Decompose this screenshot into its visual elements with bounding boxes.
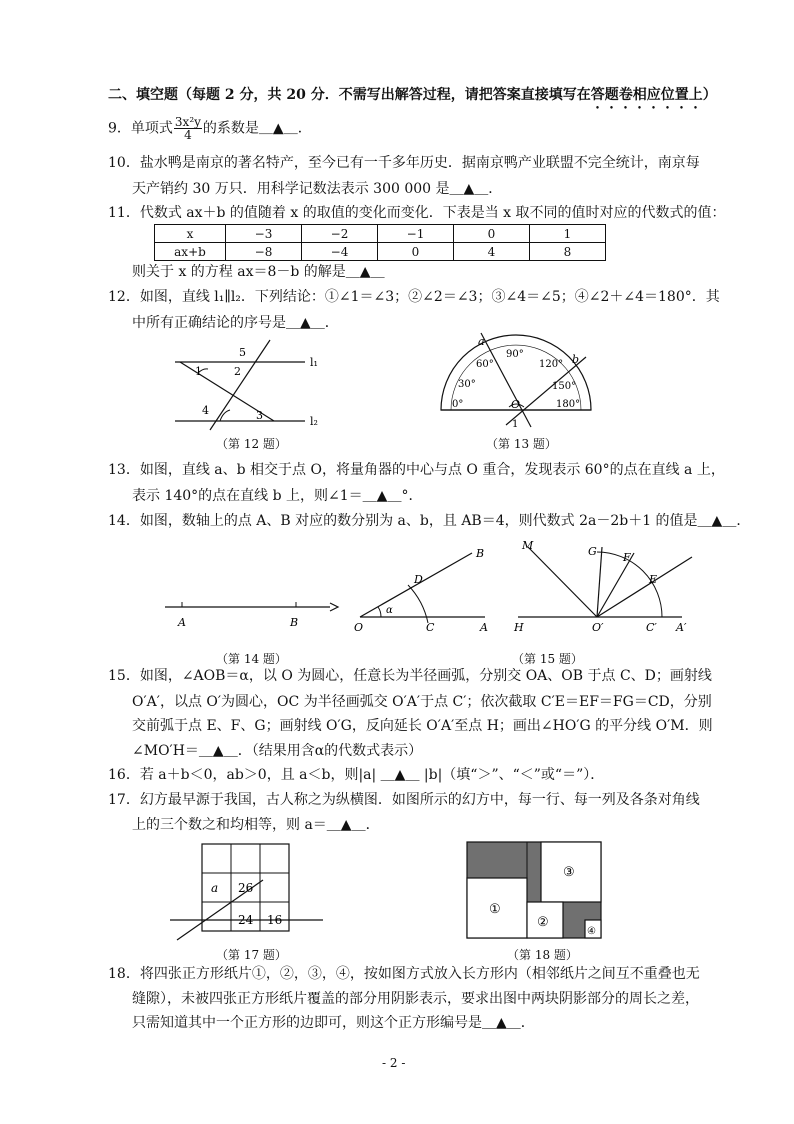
angle-label-5: 5	[239, 346, 246, 359]
question-10-line1: 10．盐水鸭是南京的著名特产，至今已有一千多年历史．据南京鸭产业联盟不完全统计，南京每	[108, 155, 700, 171]
question-14-line1: 14．如图，数轴上的点 A、B 对应的数分别为 a、b，且 AB＝4，则代数式 2a－2b＋1 的值是＿▲＿．	[108, 513, 751, 529]
question-18-line2: 缝隙），未被四张正方形纸片覆盖的部分用阴影表示，要求出图中两块阴影部分的周长之差，	[132, 991, 699, 1007]
question-11-line2: 则关于 x 的方程 ax＝8－b 的解是＿▲＿	[132, 264, 385, 280]
point-A: A	[480, 621, 488, 634]
caption-fig18: （第 18 题）	[507, 948, 578, 962]
tick-90: 90°	[506, 349, 524, 360]
figure-13	[436, 335, 596, 431]
caption-fig12: （第 12 题）	[216, 437, 287, 451]
figure-17	[165, 840, 330, 942]
question-18-line1: 18．将四张正方形纸片①，②，③，④，按如图方式放入长方形内（相邻纸片之间互不重叠也无	[108, 966, 700, 982]
point-O: O	[511, 398, 521, 411]
point-H: H	[514, 621, 524, 634]
question-12-line2: 中所有正确结论的序号是＿▲＿．	[132, 315, 339, 331]
question-17-line1: 17．幻方最早源于我国，古人称之为纵横图．如图所示的幻方中，每一行、每一列及各条对角线	[108, 792, 700, 808]
point-A: A	[178, 616, 186, 629]
angle-label-4: 4	[202, 404, 209, 417]
point-B: B	[476, 547, 485, 560]
angle-label-2: 2	[234, 365, 241, 378]
section-heading: 二、填空题（每题 2 分，共 20 分．不需写出解答过程，请把答案直接填写在答题卷相应位置上）	[108, 87, 717, 103]
point-G: G	[588, 545, 597, 558]
page-number: - 2 -	[382, 1056, 406, 1070]
tick-60: 60°	[476, 359, 494, 370]
value-table	[154, 224, 606, 261]
point-O: O	[354, 621, 364, 634]
line-label-l1: l₁	[310, 356, 318, 369]
figure-12	[170, 340, 330, 435]
square-1: ①	[489, 902, 501, 917]
point-C-prime: C′	[646, 621, 657, 634]
caption-fig15: （第 15 题）	[512, 652, 583, 666]
point-M: M	[522, 539, 534, 552]
point-B: B	[290, 616, 299, 629]
tick-150: 150°	[552, 381, 577, 392]
line-label-b: b	[572, 353, 580, 366]
point-D: D	[414, 573, 423, 586]
angle-label-1: 1	[512, 419, 519, 430]
question-17-line2: 上的三个数之和均相等，则 a＝＿▲＿．	[132, 817, 380, 833]
caption-fig13: （第 13 题）	[486, 437, 557, 451]
point-C: C	[426, 621, 435, 634]
cell-26: 26	[238, 881, 254, 895]
question-16-line1: 16．若 a＋b＜0，ab＞0，且 a＜b，则|a| ＿▲＿ |b|（填“＞”、“＜”或“＝”）．	[108, 767, 605, 783]
square-4: ④	[587, 926, 596, 937]
question-15-line1: 15．如图，∠AOB＝α，以 O 为圆心，任意长为半径画弧，分别交 OA、OB 于点 C、D；画射线	[108, 668, 712, 684]
question-10-line2: 天产销约 30 万只．用科学记数法表示 300 000 是＿▲＿．	[132, 181, 503, 197]
caption-fig14: （第 14 题）	[216, 652, 287, 666]
square-2: ②	[537, 915, 549, 930]
tick-30: 30°	[458, 379, 476, 390]
figure-18	[465, 840, 605, 942]
figure-14	[160, 595, 340, 635]
question-15-line4: ∠MO′H＝＿▲＿．（结果用含α的代数式表示）	[132, 743, 423, 759]
angle-alpha: α	[386, 605, 393, 616]
question-15-line2: O′A′，以点 O′为圆心，OC 为半径画弧交 O′A′于点 C′；依次截取 C′E＝EF＝FG＝CD，分别	[132, 694, 712, 710]
question-18-line3: 只需知道其中一个正方形的边即可，则这个正方形编号是＿▲＿．	[132, 1015, 535, 1031]
figure-15-construction	[510, 535, 700, 635]
point-A-prime: A′	[676, 621, 687, 634]
point-F: F	[623, 551, 631, 564]
angle-label-3: 3	[256, 409, 263, 422]
question-15-line3: 交前弧于点 E、F、G；画射线 O′G，反向延长 O′A′至点 H；画出∠HO′G 的平分线 O′M．则	[132, 718, 713, 734]
cell-a: a	[211, 881, 219, 895]
figure-15-angle	[350, 545, 500, 635]
tick-180: 180°	[556, 399, 581, 410]
angle-label-1: 1	[195, 365, 202, 378]
fraction: $\frac{\text{3x²y}}{4}$	[174, 115, 201, 142]
table-row: ax+b −8 −4 0 4 8	[155, 243, 606, 261]
question-13-line1: 13．如图，直线 a、b 相交于点 O，将量角器的中心与点 O 重合，发现表示 60°的点在直线 a 上，	[108, 462, 725, 478]
cell-16: 16	[267, 913, 283, 927]
tick-0: 0°	[452, 399, 464, 410]
square-3: ③	[563, 865, 575, 880]
question-9: 9．单项式 $\frac{\text{3x²y}}{4}$ 的系数是＿▲＿．	[108, 115, 312, 142]
table-row: x −3 −2 −1 0 1	[155, 225, 606, 243]
point-O-prime: O′	[592, 621, 604, 634]
cell-24: 24	[238, 913, 254, 927]
caption-fig17: （第 17 题）	[216, 948, 287, 962]
tick-120: 120°	[539, 359, 564, 370]
question-12-line1: 12．如图，直线 l₁∥l₂．下列结论：①∠1＝∠3；②∠2＝∠3；③∠4＝∠5；④∠2＋∠4＝180°．其	[108, 289, 720, 305]
line-label-a: a	[478, 335, 485, 348]
question-11-line1: 11．代数式 ax＋b 的值随着 x 的取值的变化而变化．下表是当 x 取不同的值时对应的代数式的值：	[108, 205, 726, 221]
question-13-line2: 表示 140°的点在直线 b 上，则∠1＝＿▲＿°．	[132, 488, 423, 504]
point-E: E	[649, 573, 658, 586]
line-label-l2: l₂	[310, 415, 318, 428]
